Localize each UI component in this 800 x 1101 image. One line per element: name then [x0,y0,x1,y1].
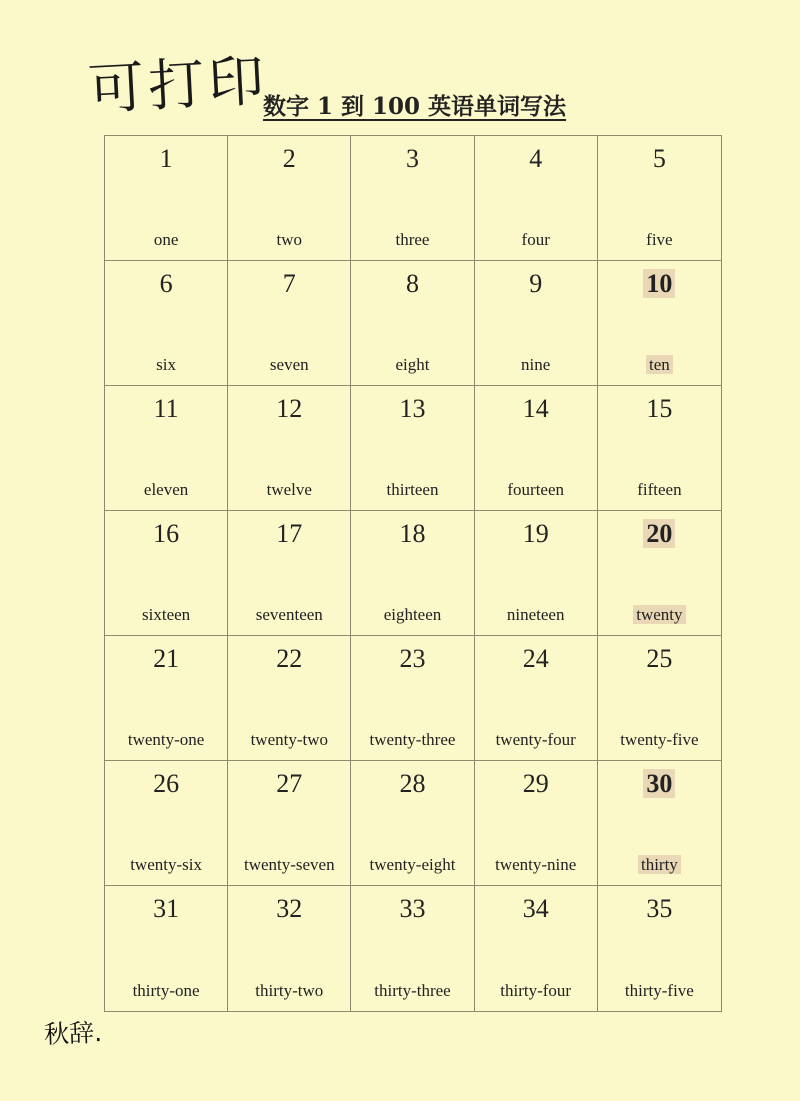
cell-number-wrap [598,394,721,424]
cell-number: 33 [399,894,426,923]
cell-number-wrap [475,769,597,799]
cell-number-wrap [598,769,721,799]
cell-word-wrap [475,230,597,250]
grid-cell [228,136,351,261]
cell-number-wrap [475,144,597,174]
cell-word: fifteen [637,480,682,499]
cell-number-wrap [228,394,350,424]
cell-word-wrap [351,855,473,875]
cell-word: twenty-five [620,730,699,749]
cell-number: 22 [276,644,303,673]
cell-word-wrap [351,605,473,625]
cell-word-wrap [105,605,227,625]
cell-number: 32 [276,894,303,923]
grid-cell [228,636,351,761]
grid-cell [105,261,228,386]
cell-number-wrap [228,269,350,299]
grid-cell [351,261,474,386]
cell-number-wrap [105,269,227,299]
cell-number-wrap [105,519,227,549]
cell-number-wrap [598,894,721,924]
cell-number: 19 [522,519,549,548]
cell-number-wrap [475,519,597,549]
cell-word-wrap [228,605,350,625]
grid-cell [475,136,598,261]
cell-number: 21 [153,644,180,673]
cell-word: fourteen [507,480,565,499]
cell-number-wrap [228,519,350,549]
cell-word-wrap [105,230,227,250]
cell-word-wrap [475,855,597,875]
cell-number-wrap [105,644,227,674]
cell-word-wrap [228,855,350,875]
cell-number: 11 [153,394,179,423]
cell-number: 17 [276,519,303,548]
cell-word-wrap [228,355,350,375]
cell-word: one [153,230,179,249]
cell-word-wrap [475,981,597,1001]
cell-number-wrap [598,144,721,174]
grid-cell [351,886,474,1011]
cell-number: 1 [159,144,173,173]
cell-number: 6 [159,269,173,298]
grid-cell [105,386,228,511]
cell-number: 15 [646,394,673,423]
cell-word-wrap [228,480,350,500]
cell-number: 8 [405,269,419,298]
cell-word-wrap [475,605,597,625]
cell-word-wrap [351,230,473,250]
cell-number: 18 [399,519,426,548]
cell-word: thirty [638,855,681,874]
cell-number: 29 [522,769,549,798]
cell-number-wrap [351,894,473,924]
cell-word: six [156,355,177,374]
cell-number: 5 [652,144,666,173]
cell-word: thirteen [386,480,439,499]
cell-number-wrap [105,894,227,924]
grid-cell [598,136,721,261]
grid-cell [475,886,598,1011]
cell-number: 2 [282,144,296,173]
grid-cell [105,636,228,761]
cell-number: 30 [643,769,675,798]
cell-word-wrap [598,355,721,375]
grid-cell [598,886,721,1011]
cell-number-wrap [598,269,721,299]
grid-cell [351,761,474,886]
cell-word-wrap [105,855,227,875]
cell-word-wrap [598,230,721,250]
cell-word: eight [395,355,430,374]
cell-word-wrap [598,480,721,500]
cell-number-wrap [598,519,721,549]
cell-number-wrap [475,269,597,299]
cell-word-wrap [105,355,227,375]
cell-word: five [646,230,673,249]
cell-word: eighteen [383,605,442,624]
grid-cell [105,136,228,261]
cell-number: 23 [399,644,426,673]
cell-number: 4 [529,144,543,173]
cell-word-wrap [351,981,473,1001]
cell-number: 3 [405,144,419,173]
cell-word: four [521,230,550,249]
cell-number-wrap [598,644,721,674]
cell-word-wrap [228,730,350,750]
cell-number-wrap [228,769,350,799]
cell-number: 9 [529,269,543,298]
cell-word: eleven [143,480,189,499]
handwritten-note: 可打印 [86,48,270,123]
cell-word-wrap [228,981,350,1001]
cell-word: thirty-three [374,981,451,1000]
grid-cell [228,386,351,511]
grid-cell [598,511,721,636]
cell-word: twenty-six [130,855,202,874]
cell-number: 20 [643,519,675,548]
cell-number: 27 [276,769,303,798]
grid-cell [475,261,598,386]
cell-number: 34 [522,894,549,923]
cell-number: 24 [522,644,549,673]
cell-number-wrap [228,644,350,674]
cell-word: two [276,230,303,249]
cell-word-wrap [598,605,721,625]
grid-cell [475,386,598,511]
cell-word-wrap [475,480,597,500]
cell-word: sixteen [142,605,191,624]
cell-word: thirty-four [500,981,572,1000]
grid-cell [475,511,598,636]
cell-number: 10 [643,269,675,298]
grid-cell [105,511,228,636]
cell-number-wrap [475,394,597,424]
cell-word: three [395,230,430,249]
cell-word: twenty-two [250,730,328,749]
cell-word: twelve [266,480,312,499]
cell-number-wrap [351,769,473,799]
cell-number: 12 [276,394,303,423]
cell-word: nine [521,355,551,374]
cell-number-wrap [228,894,350,924]
grid-cell [475,636,598,761]
grid-cell [598,636,721,761]
cell-word-wrap [351,355,473,375]
cell-number: 16 [153,519,180,548]
cell-word: twenty [633,605,685,624]
cell-word: thirty-five [624,981,694,1000]
cell-number-wrap [228,144,350,174]
grid-cell [105,886,228,1011]
cell-number-wrap [475,644,597,674]
cell-number: 28 [399,769,426,798]
grid-cell [598,386,721,511]
grid-cell [475,761,598,886]
grid-cell [105,761,228,886]
cell-number-wrap [475,894,597,924]
cell-number: 31 [153,894,180,923]
cell-word-wrap [598,855,721,875]
cell-number: 25 [646,644,673,673]
number-word-grid [104,135,722,1012]
cell-number-wrap [351,144,473,174]
cell-word: twenty-eight [369,855,456,874]
cell-number: 35 [646,894,673,923]
cell-word-wrap [105,981,227,1001]
signature: 秋辞. [43,1017,103,1050]
cell-word: seven [269,355,309,374]
cell-number: 7 [282,269,296,298]
cell-word: twenty-nine [495,855,577,874]
cell-number-wrap [105,394,227,424]
cell-number-wrap [351,269,473,299]
cell-number-wrap [105,769,227,799]
cell-number-wrap [351,644,473,674]
cell-word: nineteen [506,605,565,624]
grid-cell [351,386,474,511]
grid-cell [598,261,721,386]
cell-word-wrap [351,480,473,500]
cell-word-wrap [475,730,597,750]
cell-word: thirty-two [255,981,324,1000]
cell-number-wrap [105,144,227,174]
cell-word-wrap [105,730,227,750]
grid-cell [351,636,474,761]
cell-number: 13 [399,394,426,423]
cell-word: twenty-three [369,730,456,749]
grid-cell [228,261,351,386]
grid-cell [228,886,351,1011]
cell-word: ten [646,355,673,374]
cell-word-wrap [598,730,721,750]
cell-word-wrap [475,355,597,375]
cell-number: 26 [153,769,180,798]
cell-number-wrap [351,394,473,424]
cell-word: twenty-one [127,730,205,749]
grid-cell [228,511,351,636]
cell-word-wrap [228,230,350,250]
cell-number-wrap [351,519,473,549]
cell-word: twenty-seven [243,855,335,874]
cell-number: 14 [522,394,549,423]
cell-word: seventeen [255,605,323,624]
page-title: 数字 1 到 100 英语单词写法 [263,93,567,120]
cell-word-wrap [105,480,227,500]
cell-word: thirty-one [132,981,200,1000]
grid-cell [351,511,474,636]
cell-word: twenty-four [495,730,576,749]
grid-cell [228,761,351,886]
grid-cell [351,136,474,261]
cell-word-wrap [598,981,721,1001]
cell-word-wrap [351,730,473,750]
grid-cell [598,761,721,886]
